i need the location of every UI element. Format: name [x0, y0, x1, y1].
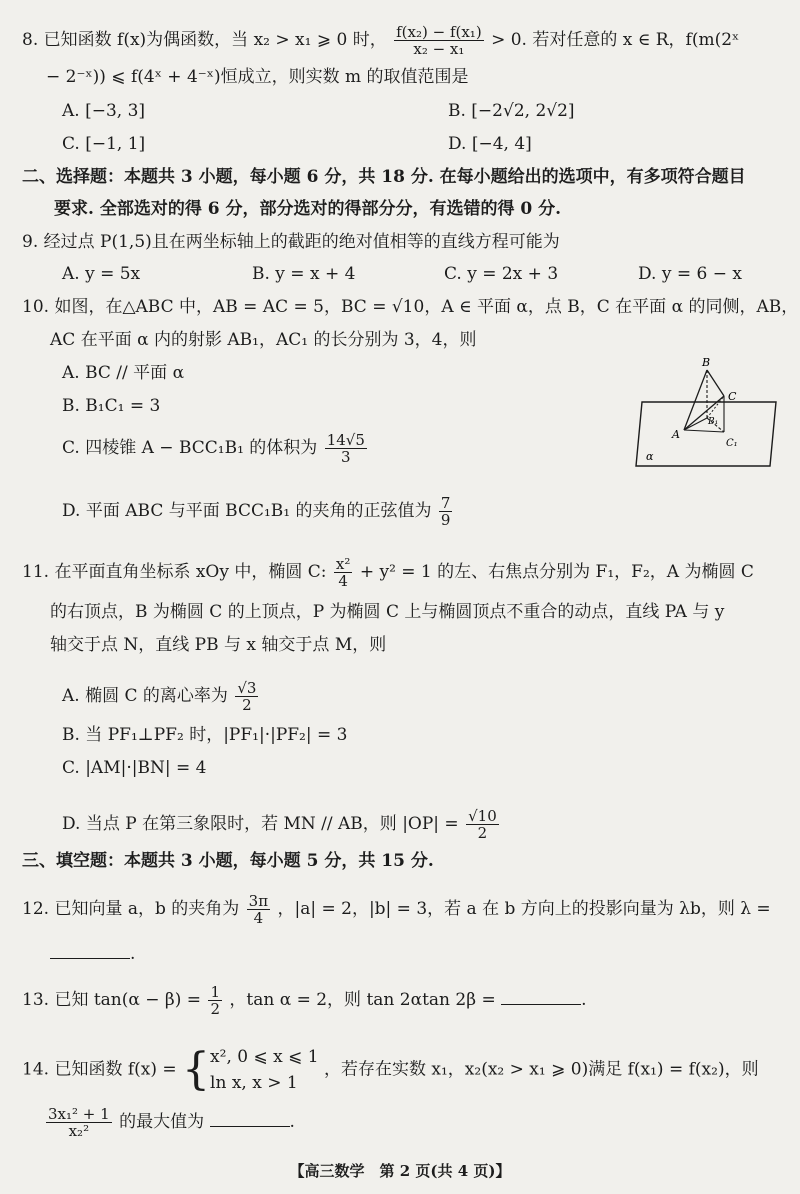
q11-line2: 的右顶点，B 为椭圆 C 的上顶点，P 为椭圆 C 上与椭圆顶点不重合的动点，直线 PA 与 y: [50, 602, 725, 622]
label-b: B: [702, 356, 711, 369]
q14-line1: [22, 1044, 759, 1096]
q10-option-b: B. B₁C₁ = 3: [62, 396, 161, 416]
q14-text-tail: 的最大值为: [119, 1112, 205, 1132]
q12-frac-den: 4: [253, 909, 264, 927]
label-c1: C₁: [726, 438, 738, 449]
section2-instructions: 要求. 全部选对的得 6 分，部分选对的得部分分，有选错的得 0 分.: [54, 199, 562, 219]
q10-d-num: 7: [440, 494, 451, 512]
q14-case1: x², 0 ⩽ x ⩽ 1: [210, 1047, 319, 1067]
q13-end: .: [581, 990, 587, 1010]
q9-stem: 9. 经过点 P(1,5)且在两坐标轴上的截距的绝对值相等的直线方程可能为: [22, 232, 560, 252]
q13-line: [22, 984, 587, 1017]
q12-answer-blank[interactable]: [50, 942, 130, 959]
q8-frac-den: x₂ − x₁: [413, 40, 465, 58]
q12-text-a: 12. 已知向量 a，b 的夹角为: [22, 899, 240, 919]
q10-d-den: 9: [440, 511, 451, 529]
q8-text-a: 8. 已知函数 f(x)为偶函数，当 x₂ > x₁ ⩾ 0 时，: [22, 30, 387, 50]
q11-fraction: [334, 556, 352, 589]
q11-option-a: [62, 680, 260, 713]
q11-option-d-fraction: [466, 808, 499, 841]
q11-a-den: 2: [242, 696, 252, 714]
q8-line2: − 2⁻ˣ)) ⩽ f(4ˣ + 4⁻ˣ)恒成立，则实数 m 的取值范围是: [46, 67, 469, 87]
label-alpha: α: [646, 450, 654, 463]
q14-cases: [210, 1044, 319, 1096]
q14-frac-num: 3x₁² + 1: [48, 1105, 110, 1123]
q13-fraction: [208, 984, 222, 1017]
q11-d-num: √10: [468, 807, 497, 825]
q11-line1: [22, 556, 754, 589]
section2-heading: 二、选择题：本题共 3 小题，每小题 6 分，共 18 分. 在每小题给出的选项中，有多项符合题目: [22, 167, 746, 187]
q9-option-d: D. y = 6 − x: [638, 264, 742, 284]
q8-fraction: [394, 24, 484, 57]
q12-text-b: ，|a| = 2，|b| = 3，若 a 在 b 方向上的投影向量为 λb，则 λ =: [277, 899, 771, 919]
q13-text-a: 13. 已知 tan(α − β) =: [22, 990, 202, 1010]
q8-option-a: A. [−3, 3]: [62, 101, 146, 121]
q11-option-a-fraction: [235, 680, 258, 713]
q9-option-a: A. y = 5x: [62, 264, 141, 284]
q11-frac-den: 4: [338, 572, 348, 590]
q10-option-c-fraction: [325, 432, 367, 465]
q10-line1: 10. 如图，在△ABC 中，AB = AC = 5，BC = √10，A ∈ 平面 α，点 B，C 在平面 α 的同侧，AB，: [22, 297, 799, 317]
q8-option-c: C. [−1, 1]: [62, 134, 146, 154]
q8-option-d: D. [−4, 4]: [448, 134, 532, 154]
q8-line1: [22, 24, 739, 57]
edge-b1c: [707, 396, 724, 418]
q9-option-b: B. y = x + 4: [252, 264, 356, 284]
q11-option-d: [62, 808, 501, 841]
q11-line3: 轴交于点 N，直线 PB 与 x 轴交于点 M，则: [50, 635, 387, 655]
q13-frac-num: 1: [210, 983, 220, 1001]
q11-option-b: B. 当 PF₁⊥PF₂ 时，|PF₁|·|PF₂| = 3: [62, 725, 348, 745]
section3-heading: 三、填空题：本题共 3 小题，每小题 5 分，共 15 分.: [22, 851, 434, 871]
q11-option-c: C. |AM|·|BN| = 4: [62, 758, 207, 778]
q10-c-num: 14√5: [326, 431, 365, 449]
q10-geometry-figure: [612, 352, 782, 472]
q10-option-a: A. BC // 平面 α: [62, 363, 185, 383]
q14-text-a: 14. 已知函数 f(x) =: [22, 1059, 177, 1080]
q12-line1: [22, 893, 771, 926]
q10-option-c-text: C. 四棱锥 A − BCC₁B₁ 的体积为: [62, 438, 318, 458]
q12-answer-line: [50, 942, 135, 965]
q14-answer-blank[interactable]: [210, 1110, 290, 1127]
q9-option-c: C. y = 2x + 3: [444, 264, 559, 284]
q13-answer-blank[interactable]: [501, 988, 581, 1005]
q10-option-d: [62, 495, 454, 528]
q12-frac-num: 3π: [248, 892, 269, 910]
q10-line2: AC 在平面 α 内的射影 AB₁，AC₁ 的长分别为 3，4，则: [50, 330, 477, 350]
label-c: C: [728, 390, 737, 403]
edge-bc: [707, 370, 724, 396]
q8-option-b: B. [−2√2, 2√2]: [448, 101, 575, 121]
q13-text-b: ，tan α = 2，则 tan 2αtan 2β =: [229, 990, 496, 1010]
q12-fraction: [247, 893, 270, 926]
q11-frac-num: x²: [335, 555, 351, 573]
q12-end: .: [130, 944, 136, 964]
q11-option-a-text: A. 椭圆 C 的离心率为: [62, 686, 228, 706]
q10-option-c: [62, 432, 369, 465]
q10-option-d-text: D. 平面 ABC 与平面 BCC₁B₁ 的夹角的正弦值为: [62, 501, 432, 521]
q14-frac-den: x₂²: [68, 1122, 90, 1140]
q14-fraction: [46, 1106, 112, 1139]
page-footer: 【高三数学 第 2 页(共 4 页)】: [289, 1162, 511, 1180]
q13-frac-den: 2: [210, 1000, 220, 1018]
q14-case2: ln x, x > 1: [210, 1073, 298, 1093]
q11-a-num: √3: [237, 679, 257, 697]
q10-c-den: 3: [341, 448, 351, 466]
q8-frac-num: f(x₂) − f(x₁): [396, 23, 482, 41]
label-a: A: [672, 428, 680, 441]
q14-brace: {: [182, 1044, 211, 1095]
q11-text-a: 11. 在平面直角坐标系 xOy 中，椭圆 C:: [22, 562, 327, 582]
label-b1: B₁: [708, 417, 719, 427]
q14-end: .: [289, 1112, 295, 1132]
q8-text-b: > 0. 若对任意的 x ∈ R，f(m(2ˣ: [491, 30, 740, 50]
q14-line2: [44, 1106, 295, 1139]
edge-ac1: [684, 430, 724, 432]
q10-option-d-fraction: [439, 495, 453, 528]
q14-text-b: ，若存在实数 x₁，x₂(x₂ > x₁ ⩾ 0)满足 f(x₁) = f(x₂)，则: [324, 1059, 759, 1080]
q11-option-d-text: D. 当点 P 在第三象限时，若 MN // AB，则 |OP| =: [62, 814, 459, 834]
q11-d-den: 2: [477, 824, 488, 842]
q11-text-b: + y² = 1 的左、右焦点分别为 F₁，F₂，A 为椭圆 C: [359, 562, 754, 582]
